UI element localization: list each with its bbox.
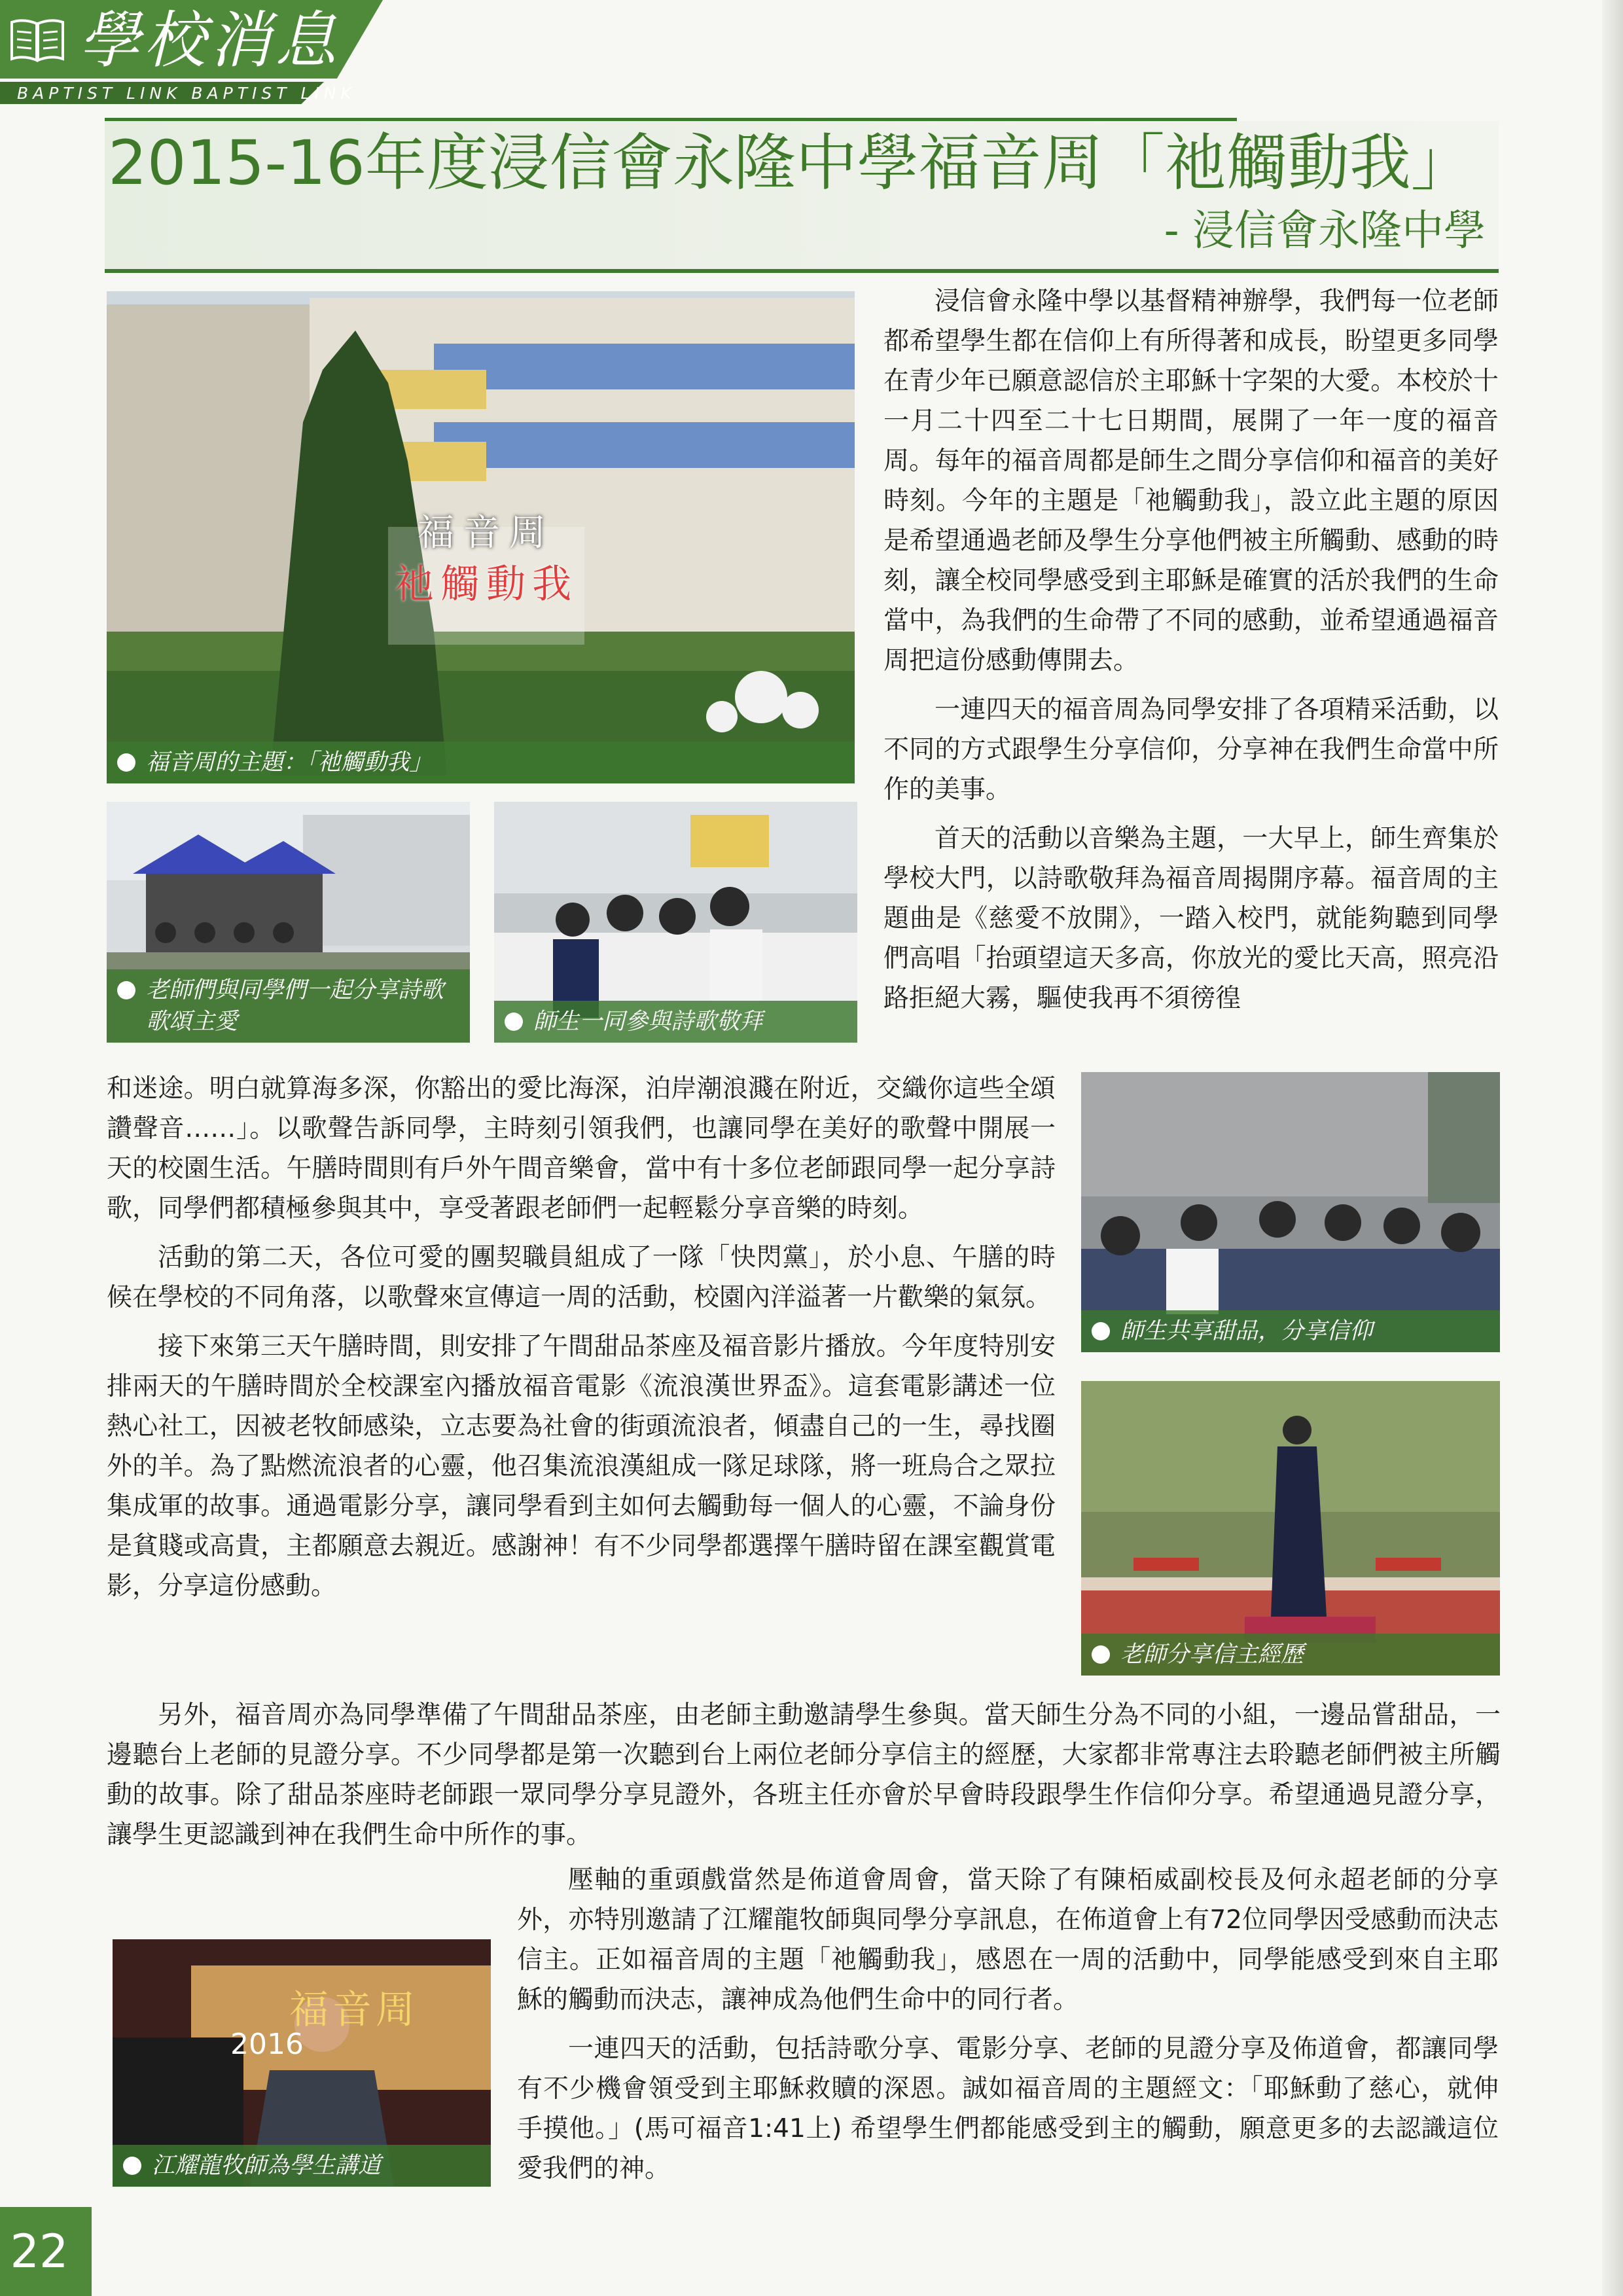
bullet-icon [1092, 1322, 1110, 1340]
caption-text: 老師分享信主經歷 [1120, 1641, 1304, 1668]
bullet-icon [505, 1013, 523, 1031]
page-number: 22 [10, 2225, 69, 2278]
photo-caption [107, 742, 855, 783]
paragraph: 另外，福音周亦為同學準備了午間甜品茶座，由老師主動邀請學生參與。當天師生分為不同的小組，一邊品嘗甜品，一邊聽台上老師的見證分享。不少同學都是第一次聽到台上兩位老師分享信主的經歷，大家都非常專注去聆聽老師們被主所觸動的故事。除了甜品茶座時老師跟一眾同學分享見證外，各班主任亦會於早會時段跟學生作信仰分享。希望通過見證分享，讓學生更認識到神在我們生命中所作的事。 [107, 1700, 1501, 1850]
text-column-bottom [517, 1860, 1499, 2198]
section-strip-text: BAPTIST LINK BAPTIST LINK [17, 84, 356, 103]
photo-pastor [113, 1939, 491, 2187]
article-author: - 浸信會永隆中學 [1164, 207, 1486, 255]
photo-caption [1081, 1310, 1500, 1352]
paragraph: 浸信會永隆中學以基督精神辦學，我們每一位老師都希望學生都在信仰上有所得著和成長，盼望更多同學在青少年已願意認信於主耶穌十字架的大愛。本校於十一月二十四至二十七日期間，展開了一年一度的福音周。每年的福音周都是師生之間分享信仰和福音的美好時刻。今年的主題是「祂觸動我」，設立此主題的原因是希望通過老師及學生分享他們被主所觸動、感動的時刻，讓全校同學感受到主耶穌是確實的活於我們的生命當中，為我們的生命帶了不同的感動，並希望通過福音周把這份感動傳開去。 [883, 287, 1499, 675]
paragraph: 壓軸的重頭戲當然是佈道會周會，當天除了有陳栢威副校長及何永超老師的分享外，亦特別邀請了江耀龍牧師與同學分享訊息，在佈道會上有72位同學因受感動而決志信主。正如福音周的主題「祂觸動我」，感恩在一周的活動中，同學能感受到來自主耶穌的觸動而決志，讓神成為他們生命中的同行者。 [517, 1865, 1499, 2015]
caption-text: 師生共享甜品，分享信仰 [1120, 1318, 1373, 1344]
sign-line-1: 福音周 [418, 512, 555, 554]
photo-worship [494, 802, 857, 1043]
photo-caption [113, 2145, 491, 2187]
paragraph: 一連四天的活動，包括詩歌分享、電影分享、老師的見證分享及佈道會，都讓同學有不少機會領受到主耶穌救贖的深恩。誠如福音周的主題經文：「耶穌動了慈心，就伸手摸他。」(馬可福音1:41上) 希望學生們都能感受到主的觸動，願意更多的去認識這位愛我們的神。 [517, 2034, 1499, 2183]
title-top-rule [105, 118, 1237, 121]
caption-text: 師生一同參與詩歌敬拜 [533, 1009, 763, 1035]
photo-band [107, 802, 470, 1043]
caption-text: 福音周的主題：「祂觸動我」 [146, 749, 433, 776]
paragraph: 一連四天的福音周為同學安排了各項精采活動，以不同的方式跟學生分享信仰，分享神在我們生命當中所作的美事。 [883, 695, 1499, 804]
banner-year: 2016 [230, 2028, 304, 2061]
book-icon [9, 17, 65, 63]
bullet-icon [1092, 1645, 1110, 1664]
bullet-icon [117, 753, 135, 772]
photo-caption [107, 969, 470, 1043]
paragraph: 接下來第三天午膳時間，則安排了午間甜品茶座及福音影片播放。今年度特別安排兩天的午膳時間於全校課室內播放福音電影《流浪漢世界盃》。這套電影講述一位熱心社工，因被老牧師感染，立志要為社會的街頭流浪者，傾盡自己的一生，尋找圈外的羊。為了點燃流浪者的心靈，他召集流浪漢組成一隊足球隊，將一班烏合之眾拉集成軍的故事。通過電影分享，讓同學看到主如何去觸動每一個人的心靈，不論身份是貧賤或高貴，主都願意去親近。感謝神！有不少同學都選擇午膳時留在課室觀賞電影，分享這份感動。 [107, 1332, 1056, 1601]
page-edge [1602, 0, 1623, 2296]
title-bottom-rule [105, 269, 1499, 273]
photo-caption [1081, 1634, 1500, 1676]
section-title: 學校消息 [79, 5, 341, 77]
text-full-width [107, 1695, 1501, 1864]
paragraph: 首天的活動以音樂為主題，一大早上，師生齊集於學校大門，以詩歌敬拜為福音周揭開序幕。福音周的主題曲是《慈愛不放開》，一踏入校門，就能夠聽到同學們高唱「抬頭望這天多高，你放光的愛比天高，照亮沿路拒絕大霧，驅使我再不須徬徨 [883, 824, 1499, 1013]
bullet-icon [123, 2157, 141, 2175]
photo-caption [494, 1001, 857, 1043]
caption-text: 老師們與同學們一起分享詩歌歌頌主愛 [146, 977, 444, 1035]
paragraph: 和迷途。明白就算海多深，你豁出的愛比海深，泊岸潮浪濺在附近，交織你這些全頌讚聲音……」。以歌聲告訴同學，主時刻引領我們，也讓同學在美好的歌聲中開展一天的校園生活。午膳時間則有戶外午間音樂會，當中有十多位老師跟同學一起分享詩歌，同學們都積極參與其中，享受著跟老師們一起輕鬆分享音樂的時刻。 [107, 1074, 1056, 1223]
banner-text: 福音周 [289, 1987, 419, 2033]
article-title: 2015-16年度浸信會永隆中學福音周「祂觸動我」 [108, 128, 1472, 199]
teacher-image [1081, 1381, 1500, 1676]
paragraph: 活動的第二天，各位可愛的團契職員組成了一隊「快閃黨」，於小息、午膳的時候在學校的不同角落，以歌聲來宣傳這一周的活動，校園內洋溢著一片歡樂的氣氛。 [107, 1243, 1056, 1312]
sign-line-2: 祂觸動我 [395, 562, 578, 607]
photo-theme-sign [107, 291, 855, 783]
caption-text: 江耀龍牧師為學生講道 [152, 2153, 382, 2179]
photo-teacher [1081, 1381, 1500, 1676]
text-column-middle [107, 1069, 1056, 1615]
photo-dessert [1081, 1072, 1500, 1352]
bullet-icon [117, 981, 135, 999]
text-column-top [883, 281, 1499, 1028]
